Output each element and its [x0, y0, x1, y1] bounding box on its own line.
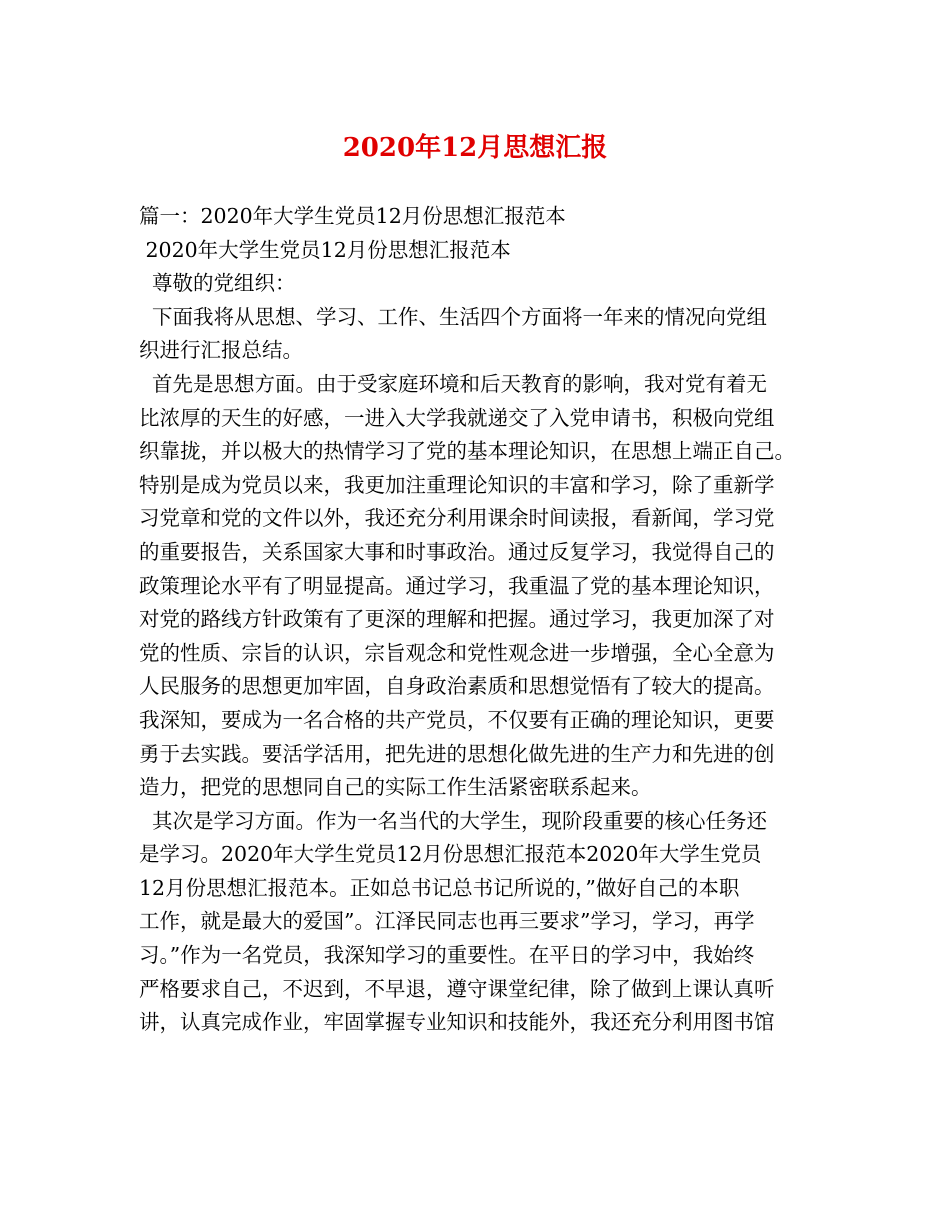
- body-text-line: 习党章和党的文件以外，我还充分利用课余时间读报，看新闻，学习党: [139, 506, 775, 531]
- body-text-line: 严格要求自己，不迟到，不早退，遵守课堂纪律，除了做到上课认真听: [139, 976, 775, 1001]
- document-body: [139, 200, 815, 1040]
- body-text-line: 工作，就是最大的爱国”。江泽民同志也再三要求”学习，学习，再学: [139, 909, 755, 934]
- body-text-line: 的重要报告，关系国家大事和时事政治。通过反复学习，我觉得自己的: [139, 539, 775, 564]
- body-text-line: 讲，认真完成作业，牢固掌握专业知识和技能外，我还充分利用图书馆: [139, 1010, 775, 1035]
- body-text-line: 我深知，要成为一名合格的共产党员，不仅要有正确的理论知识，更要: [139, 707, 775, 732]
- body-text-line: 织靠拢，并以极大的热情学习了党的基本理论知识，在思想上端正自己。: [139, 439, 795, 464]
- body-text-line: 比浓厚的天生的好感，一进入大学我就递交了入党申请书，积极向党组: [139, 405, 775, 430]
- body-text-line: 党的性质、宗旨的认识，宗旨观念和党性观念进一步增强，全心全意为: [139, 640, 775, 665]
- body-text-line: 其次是学习方面。作为一名当代的大学生，现阶段重要的核心任务还: [139, 808, 768, 833]
- body-text-line: 是学习。2020年大学生党员12月份思想汇报范本2020年大学生党员: [139, 842, 762, 867]
- document-title: 2020年12月思想汇报: [342, 133, 608, 163]
- body-text-line: 尊敬的党组织：: [139, 271, 296, 296]
- body-text-line: 政策理论水平有了明显提高。通过学习，我重温了党的基本理论知识，: [139, 573, 775, 598]
- body-text-line: 人民服务的思想更加牢固，自身政治素质和思想觉悟有了较大的提高。: [139, 674, 775, 699]
- body-text-line: 对党的路线方针政策有了更深的理解和把握。通过学习，我更加深了对: [139, 607, 775, 632]
- body-text-line: 2020年大学生党员12月份思想汇报范本: [139, 237, 511, 262]
- body-text-line: 12月份思想汇报范本。正如总书记总书记所说的，”做好自己的本职: [139, 875, 740, 900]
- body-text-line: 造力，把党的思想同自己的实际工作生活紧密联系起来。: [139, 775, 652, 800]
- body-text-line: 下面我将从思想、学习、工作、生活四个方面将一年来的情况向党组: [139, 304, 768, 329]
- body-text-line: 首先是思想方面。由于受家庭环境和后天教育的影响，我对党有着无: [139, 371, 768, 396]
- body-text-line: 习。”作为一名党员，我深知学习的重要性。在平日的学习中，我始终: [139, 943, 755, 968]
- body-text-line: 篇一：2020年大学生党员12月份思想汇报范本: [139, 204, 566, 228]
- body-text-line: 织进行汇报总结。: [139, 338, 303, 363]
- body-text-line: 勇于去实践。要活学活用，把先进的思想化做先进的生产力和先进的创: [139, 741, 775, 766]
- body-text-line: 特别是成为党员以来，我更加注重理论知识的丰富和学习，除了重新学: [139, 472, 775, 497]
